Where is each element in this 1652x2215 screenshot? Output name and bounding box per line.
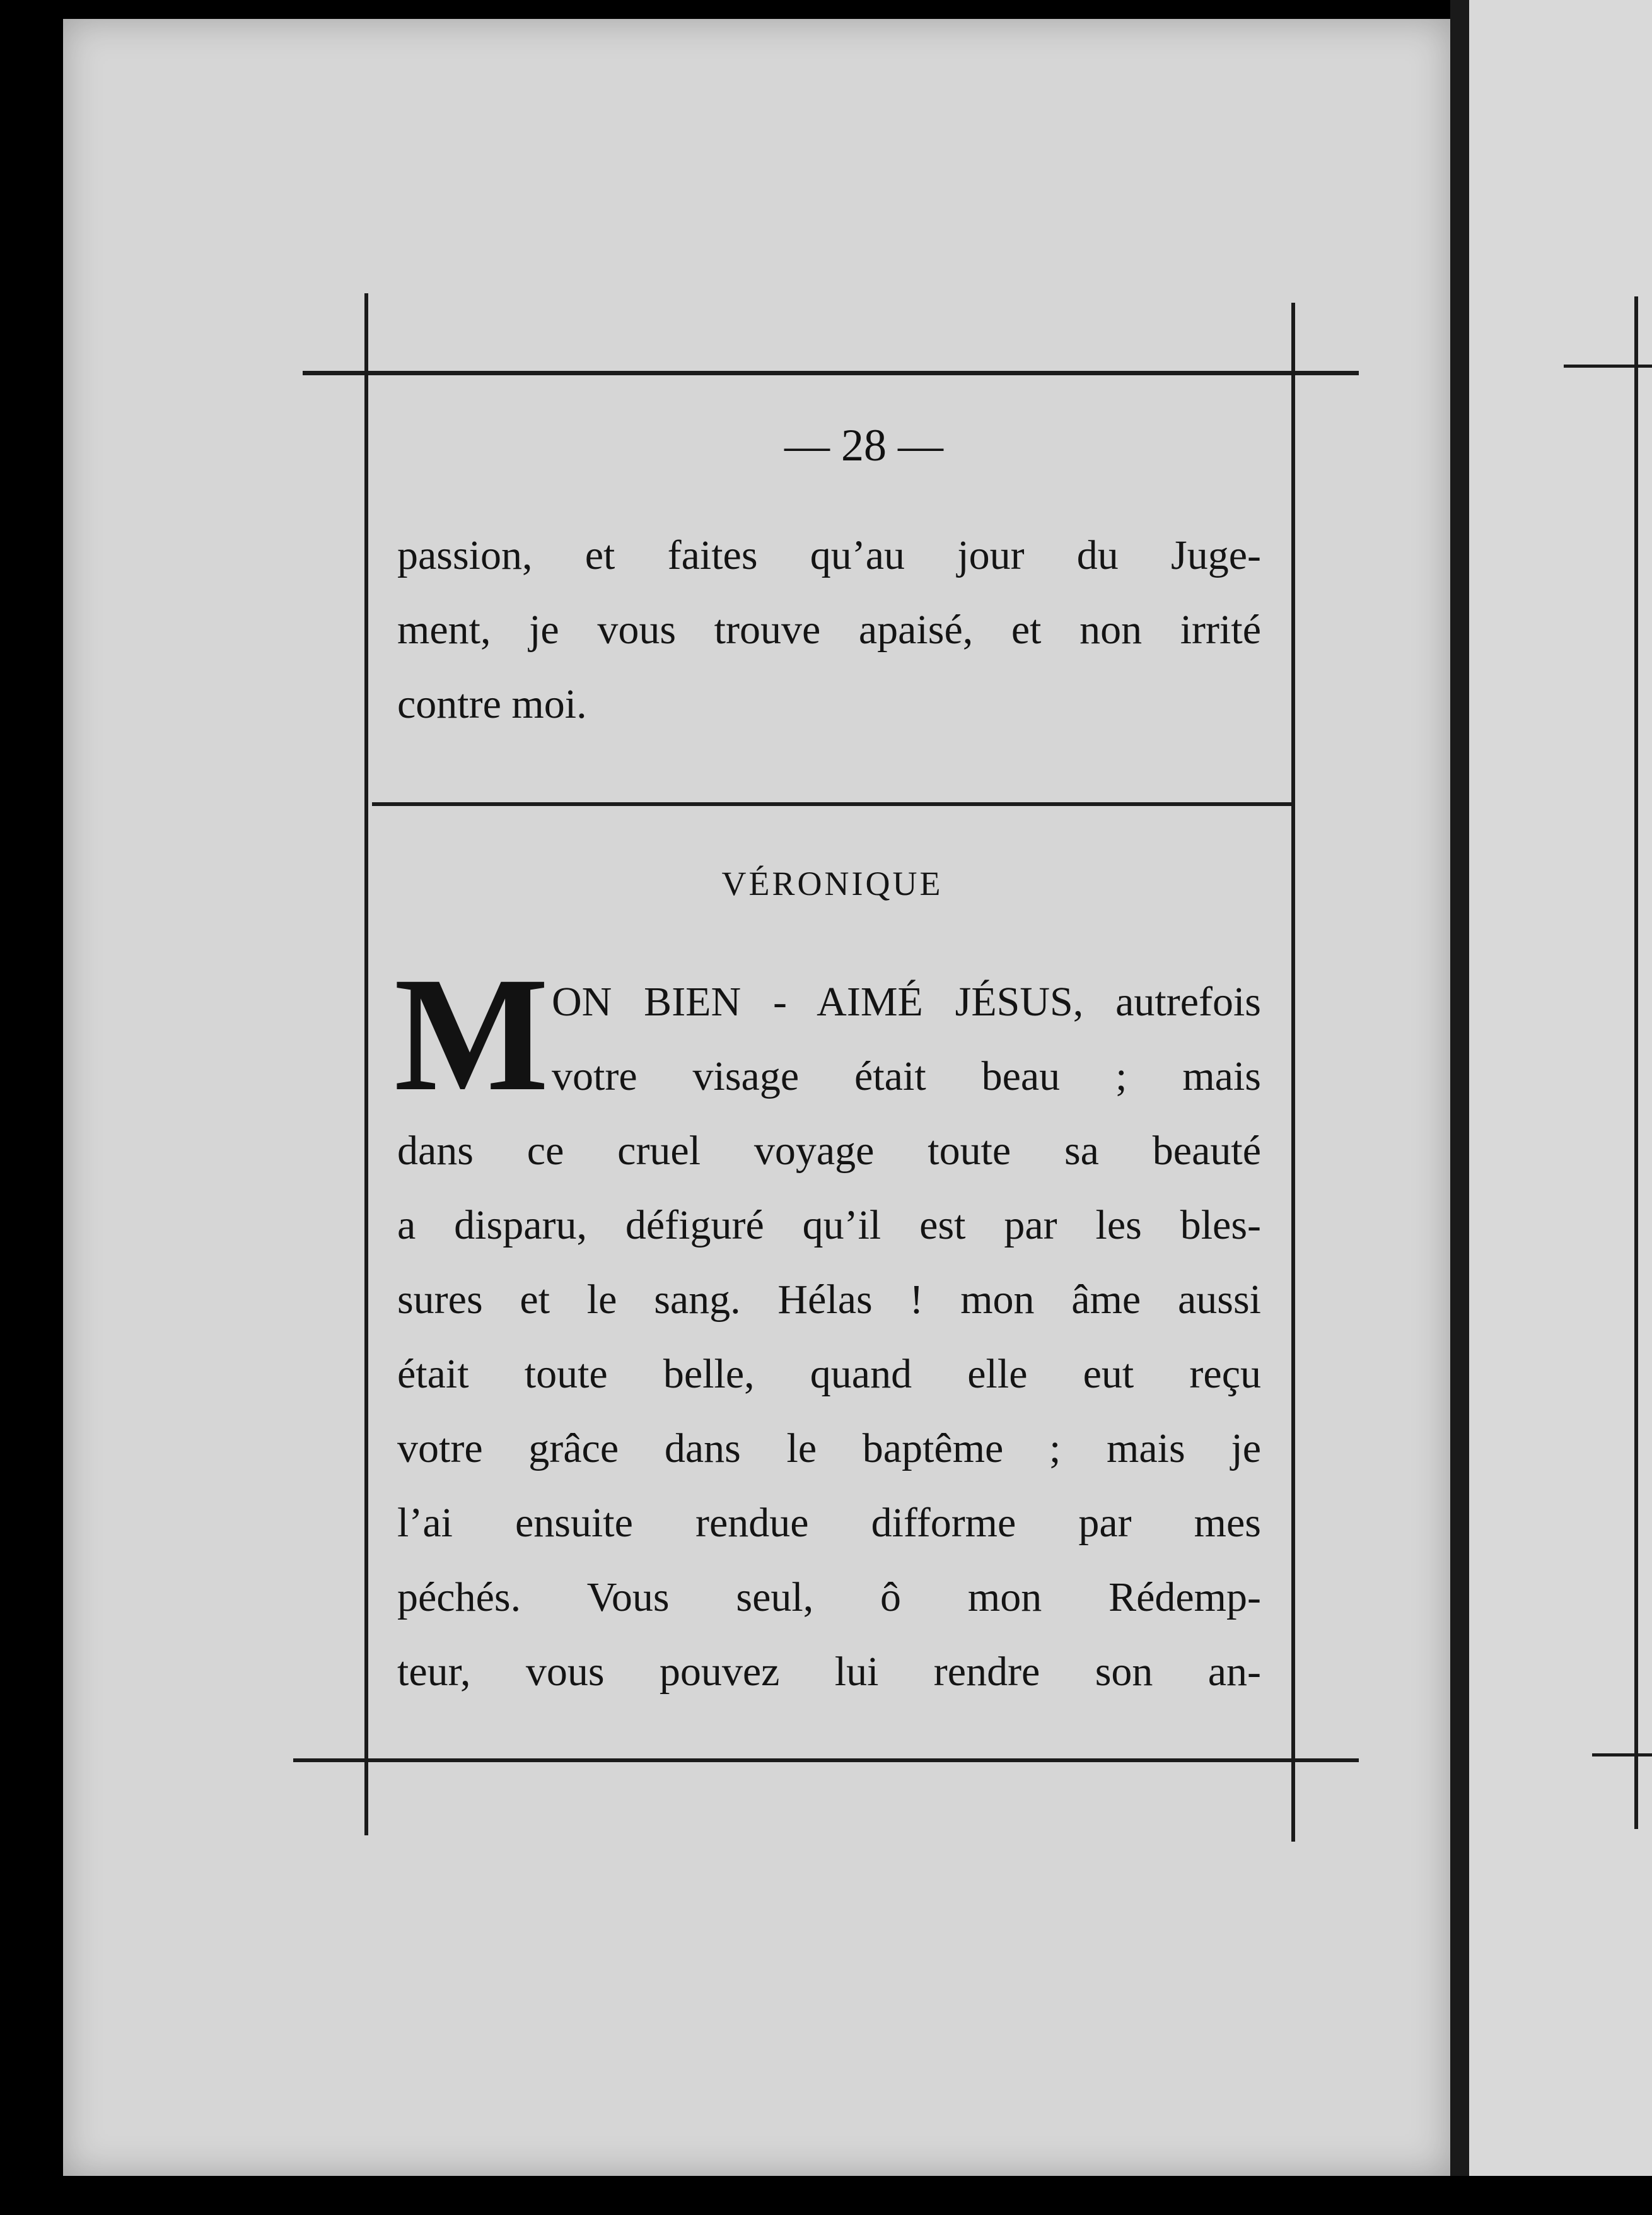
book-gutter xyxy=(1450,0,1469,2215)
adjacent-frame-top-rule xyxy=(1564,365,1652,368)
drop-cap-letter: M xyxy=(394,944,549,1125)
frame-top-rule xyxy=(303,371,1359,375)
text-line: a disparu, défiguré qu’il est par les bles- xyxy=(397,1202,1261,1248)
scan-bottom-border xyxy=(0,2176,1652,2215)
text-line: ment, je vous trouve apaisé, et non irrité xyxy=(397,607,1261,653)
paragraph-continuation xyxy=(397,518,1261,742)
text-line: ON BIEN - AIMÉ JÉSUS, autrefois xyxy=(552,979,1261,1025)
text-line: péchés. Vous seul, ô mon Rédemp- xyxy=(397,1574,1261,1620)
adjacent-frame-vertical-rule xyxy=(1634,296,1638,1829)
text-line: contre moi. xyxy=(397,681,587,727)
text-line: était toute belle, quand elle eut reçu xyxy=(397,1351,1261,1397)
frame-bottom-rule xyxy=(293,1758,1359,1762)
page-number: — 28 — xyxy=(784,420,943,470)
frame-left-rule xyxy=(364,293,368,1835)
section-divider-rule xyxy=(372,802,1293,806)
section-title: VÉRONIQUE xyxy=(721,865,943,903)
adjacent-frame-bottom-rule xyxy=(1592,1753,1652,1756)
text-line: teur, vous pouvez lui rendre son an- xyxy=(397,1649,1261,1695)
text-line: votre grâce dans le baptême ; mais je xyxy=(397,1425,1261,1471)
prayer-paragraph xyxy=(397,965,1261,1709)
adjacent-page xyxy=(1469,0,1652,2215)
frame-right-rule xyxy=(1291,303,1295,1842)
text-line: dans ce cruel voyage toute sa beauté xyxy=(397,1128,1261,1174)
scan-border xyxy=(0,0,63,2215)
text-line: l’ai ensuite rendue difforme par mes xyxy=(397,1500,1261,1546)
text-line: passion, et faites qu’au jour du Juge- xyxy=(397,532,1261,578)
text-line: sures et le sang. Hélas ! mon âme aussi xyxy=(397,1277,1261,1323)
text-line: votre visage était beau ; mais xyxy=(552,1053,1261,1099)
